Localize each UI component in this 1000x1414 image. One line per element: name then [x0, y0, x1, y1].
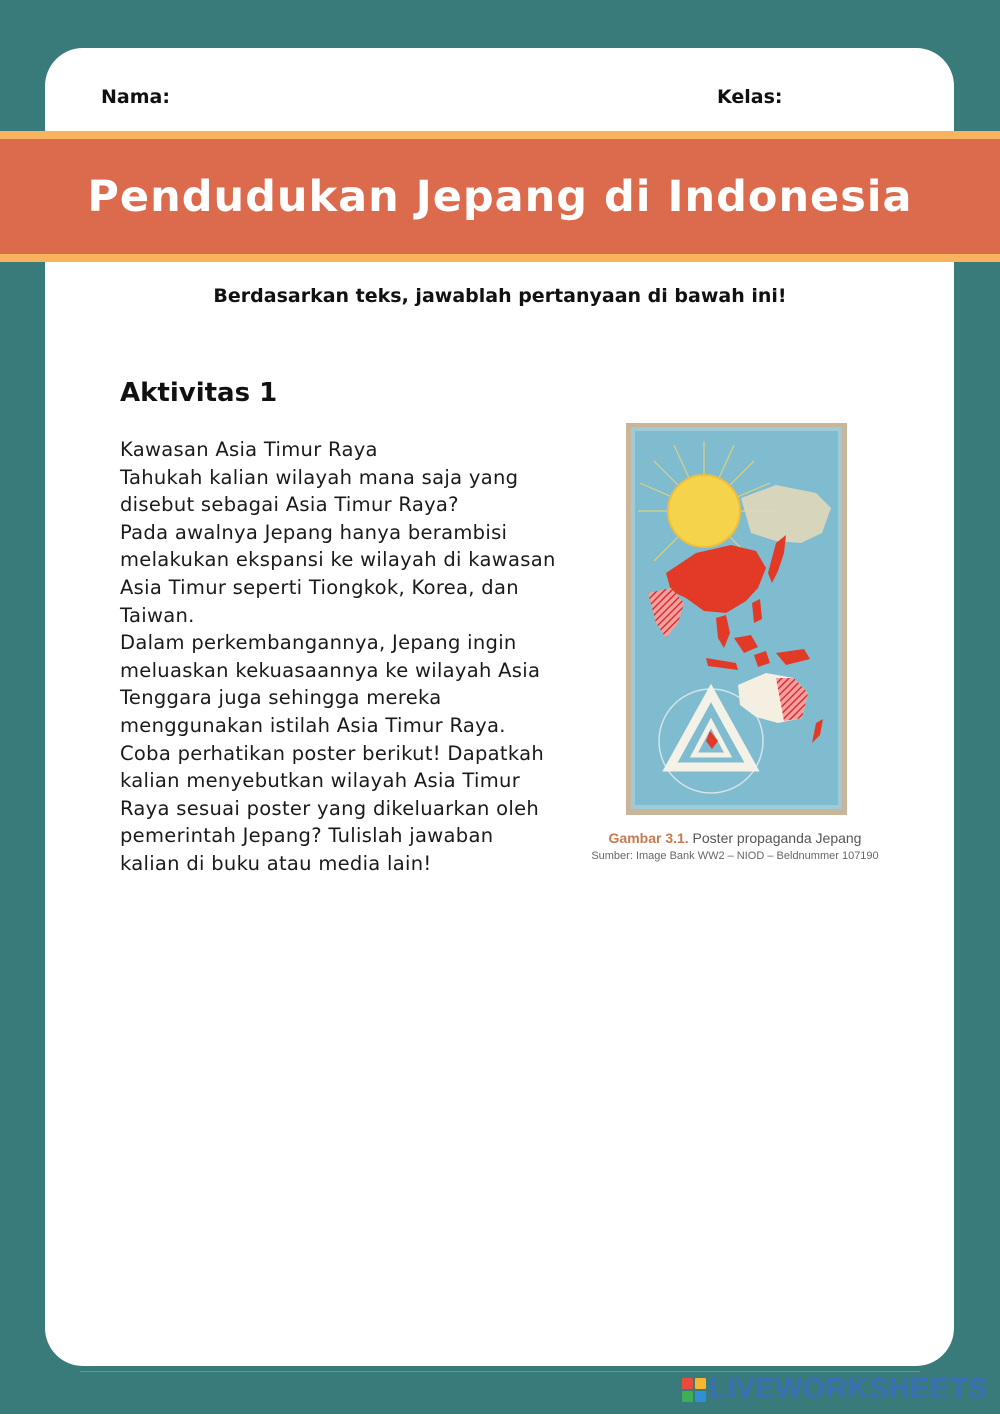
body-line: disebut sebagai Asia Timur Raya?	[120, 493, 459, 517]
body-line: Tenggara juga sehingga mereka	[120, 686, 442, 710]
body-line: Kawasan Asia Timur Raya	[120, 438, 378, 461]
body-line: meluaskan kekuasaannya ke wilayah Asia	[120, 658, 541, 682]
caption-label: Gambar 3.1.	[608, 830, 689, 846]
class-label: Kelas:	[717, 86, 783, 108]
body-line: Dalam perkembangannya, Jepang ingin	[120, 631, 517, 655]
body-line: Coba perhatikan poster berikut! Dapatkah	[120, 741, 544, 765]
liveworksheets-brand[interactable]	[682, 1373, 988, 1406]
instruction-text: Berdasarkan teks, jawablah pertanyaan di bawah ini!	[213, 285, 787, 307]
footer-divider	[80, 1371, 920, 1372]
activity-body	[120, 436, 590, 878]
figure-caption	[575, 830, 895, 862]
brand-name: LIVEWORKSHEETS	[708, 1373, 988, 1405]
propaganda-poster-image	[626, 423, 847, 815]
body-line: Asia Timur seperti Tiongkok, Korea, dan	[120, 575, 519, 599]
body-line: Tahukah kalian wilayah mana saja yang	[120, 465, 519, 489]
body-line: Taiwan.	[120, 603, 195, 627]
body-line: Pada awalnya Jepang hanya berambisi	[120, 520, 508, 544]
caption-source: Sumber: Image Bank WW2 – NIOD – Beldnummer 107190	[591, 850, 879, 862]
body-line: menggunakan istilah Asia Timur Raya.	[120, 713, 506, 737]
caption-line	[575, 830, 895, 846]
liveworksheets-logo-icon	[682, 1378, 706, 1402]
name-label: Nama:	[101, 86, 170, 108]
body-line: pemerintah Jepang? Tulislah jawaban	[120, 824, 494, 848]
page-title: Pendudukan Jepang di Indonesia	[87, 171, 913, 222]
title-banner	[0, 139, 1000, 254]
activity-title: Aktivitas 1	[120, 378, 278, 408]
body-line: Raya sesuai poster yang dikeluarkan oleh	[120, 796, 540, 820]
body-line: kalian menyebutkan wilayah Asia Timur	[120, 769, 521, 793]
body-line: melakukan ekspansi ke wilayah di kawasan	[120, 548, 556, 572]
caption-text: Poster propaganda Jepang	[688, 830, 862, 846]
body-line: kalian di buku atau media lain!	[120, 851, 432, 875]
